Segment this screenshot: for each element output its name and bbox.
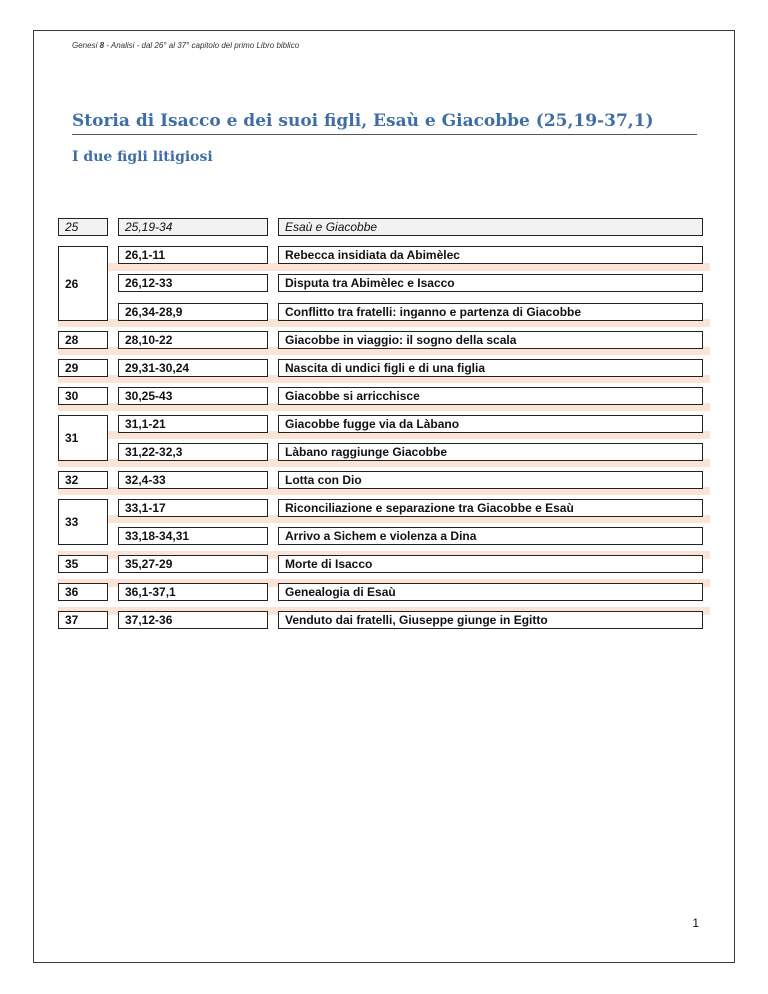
episode-title-cell: Rebecca insidiata da Abimèlec — [278, 246, 703, 264]
reference-cell: 37,12-36 — [118, 611, 268, 629]
episode-title-cell: Venduto dai fratelli, Giuseppe giunge in Egitto — [278, 611, 703, 629]
episode-title-cell: Giacobbe fugge via da Làbano — [278, 415, 703, 433]
header-rest: - Analisi - dal 26° al 37° capitolo del primo Libro biblico — [104, 41, 300, 50]
band-divider — [58, 263, 710, 271]
episode-title-cell: Conflitto tra fratelli: inganno e partenza di Giacobbe — [278, 303, 703, 321]
reference-cell: 33,18-34,31 — [118, 527, 268, 545]
reference-cell: 26,34-28,9 — [118, 303, 268, 321]
chapter-cell: 30 — [58, 387, 108, 405]
page-title: Storia di Isacco e dei suoi figli, Esaù e Giacobbe (25,19-37,1) — [72, 111, 697, 135]
reference-cell: 29,31-30,24 — [118, 359, 268, 377]
episode-title-cell: Nascita di undici figli e di una figlia — [278, 359, 703, 377]
reference-cell: 33,1-17 — [118, 499, 268, 517]
episode-title-cell: Lotta con Dio — [278, 471, 703, 489]
reference-cell: 31,1-21 — [118, 415, 268, 433]
chapter-cell: 29 — [58, 359, 108, 377]
episode-title-cell: Giacobbe in viaggio: il sogno della scala — [278, 331, 703, 349]
reference-cell: 30,25-43 — [118, 387, 268, 405]
reference-cell: 28,10-22 — [118, 331, 268, 349]
chapter-cell: 36 — [58, 583, 108, 601]
episode-title-cell: Genealogia di Esaù — [278, 583, 703, 601]
chapter-cell: 25 — [58, 218, 108, 236]
document-page — [33, 30, 735, 963]
reference-cell: 26,12-33 — [118, 274, 268, 292]
episode-title-cell: Morte di Isacco — [278, 555, 703, 573]
header-num: 8 — [99, 41, 105, 50]
episode-title-cell: Esaù e Giacobbe — [278, 218, 703, 236]
reference-cell: 31,22-32,3 — [118, 443, 268, 461]
chapter-cell: 33 — [58, 499, 108, 545]
running-header — [72, 41, 299, 50]
chapter-cell: 37 — [58, 611, 108, 629]
header-book: Genesi — [72, 41, 98, 50]
chapter-cell: 26 — [58, 246, 108, 321]
reference-cell: 32,4-33 — [118, 471, 268, 489]
episode-title-cell: Arrivo a Sichem e violenza a Dina — [278, 527, 703, 545]
reference-cell: 36,1-37,1 — [118, 583, 268, 601]
chapter-cell: 35 — [58, 555, 108, 573]
reference-cell: 26,1-11 — [118, 246, 268, 264]
episode-title-cell: Làbano raggiunge Giacobbe — [278, 443, 703, 461]
reference-cell: 25,19-34 — [118, 218, 268, 236]
episode-title-cell: Disputa tra Abimèlec e Isacco — [278, 274, 703, 292]
reference-cell: 35,27-29 — [118, 555, 268, 573]
episode-title-cell: Giacobbe si arricchisce — [278, 387, 703, 405]
episode-title-cell: Riconciliazione e separazione tra Giacobbe e Esaù — [278, 499, 703, 517]
chapter-cell: 32 — [58, 471, 108, 489]
page-number: 1 — [692, 916, 699, 930]
section-subtitle: I due figli litigiosi — [72, 149, 213, 165]
chapter-cell: 31 — [58, 415, 108, 461]
chapter-cell: 28 — [58, 331, 108, 349]
